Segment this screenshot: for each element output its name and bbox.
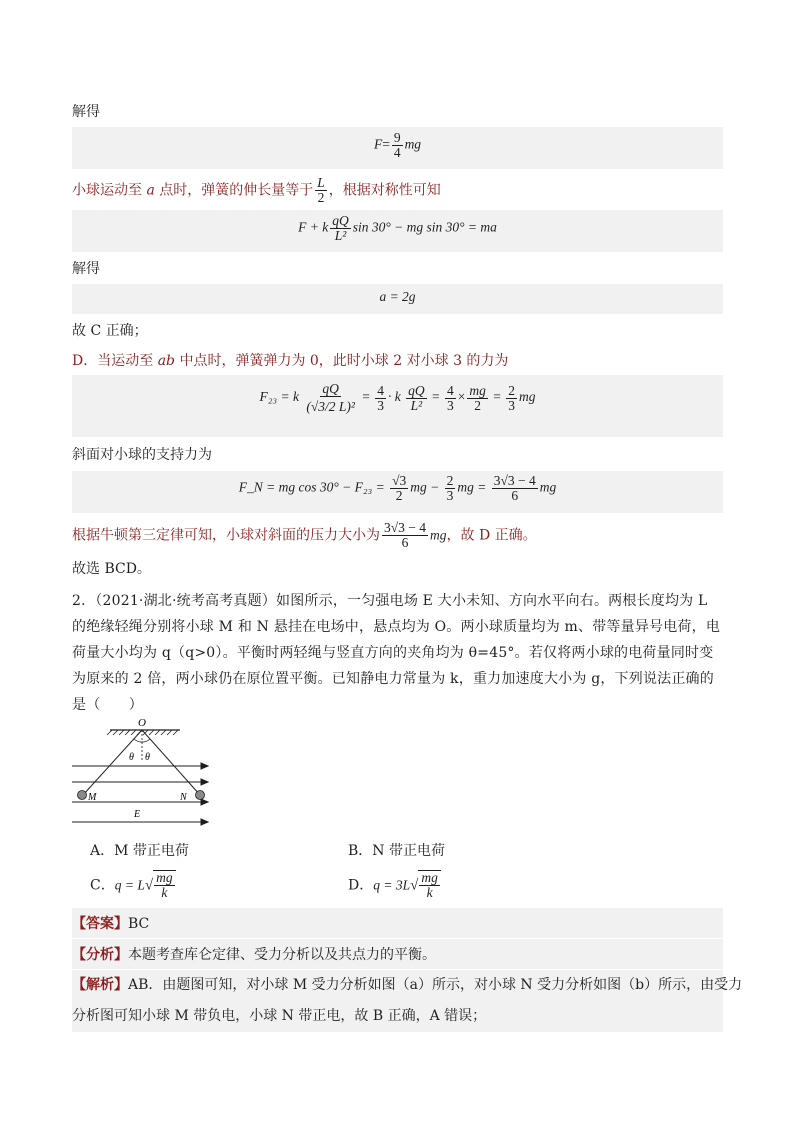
eq4-c1num: 4 xyxy=(377,382,385,398)
eq4-num3: mg xyxy=(469,382,486,398)
eq1-rhs: mg xyxy=(404,136,422,152)
eq4-c2den: 3 xyxy=(447,397,454,413)
option-D-rad-num: mg xyxy=(421,870,438,885)
line5-pre: D．当运动至 xyxy=(72,353,158,369)
theta-right: θ xyxy=(145,752,150,763)
eq5-n1: √3 xyxy=(392,473,407,488)
option-C-q: q = L xyxy=(114,877,145,893)
equation-2 xyxy=(72,214,723,243)
eq2-den: L² xyxy=(334,228,347,243)
eq1-lhs: F xyxy=(373,136,383,152)
equation-3: a = 2g xyxy=(379,289,416,304)
solution-text-1: AB．由题图可知，对小球 M 受力分析如图（a）所示，对小球 N 受力分析如图（b）所示，由受力 xyxy=(128,977,743,993)
line7-mg: mg xyxy=(430,527,447,543)
eq5-m3: mg xyxy=(539,479,557,495)
physics-diagram xyxy=(72,716,212,828)
line7-post: ，故 D 正确。 xyxy=(446,527,537,544)
label-M: M xyxy=(88,792,97,803)
line7-den: 6 xyxy=(401,535,409,550)
label-O: O xyxy=(138,717,146,729)
eq4-den3: 2 xyxy=(474,397,482,413)
option-A[interactable]: A．M 带正电荷 xyxy=(90,843,189,859)
eq4-mid2: = xyxy=(432,389,440,405)
string-N xyxy=(142,730,200,795)
option-C-rad-den: k xyxy=(161,885,168,900)
eq5-d2: 3 xyxy=(446,488,454,503)
eq5-d3: 6 xyxy=(511,488,519,503)
eq1-num: 9 xyxy=(393,130,401,145)
answer-tag: 【答案】 xyxy=(72,916,128,932)
eq4-mid1: = xyxy=(362,389,370,405)
analysis-line xyxy=(72,945,436,965)
eq4-den2: L² xyxy=(410,397,423,413)
solution-tag: 【解析】 xyxy=(72,977,128,993)
label-N: N xyxy=(180,792,187,803)
eq1-eq: = xyxy=(382,136,390,152)
text-jiede-1: 解得 xyxy=(72,104,100,120)
line2-num: L xyxy=(317,175,325,190)
label-E: E xyxy=(134,809,141,820)
option-C-rad-num: mg xyxy=(156,870,173,885)
question-2-text: 2．（2021·湖北·统考高考真题）如图所示，一匀强电场 E 大小未知、方向水平向右。两根长度均为 L 的绝缘轻绳分别将小球 M 和 N 悬挂在电场中，悬点均为 O。两小球质量均为 m、带等量异号电荷，电荷量大小均为 q（q>0）。平衡时两轻绳与竖直方向的夹角均为 θ=45°。若仅将两小球的电荷量同时变为原来的 2 倍，两小球仍在原位置平衡。已知静电力常量为 k，重力加速度大小为 g，下列说法正确的是（ ） xyxy=(72,593,721,713)
eq2-a: F + k xyxy=(298,219,329,235)
solution-line-2: 分析图可知小球 M 带负电，小球 N 带正电，故 B 正确，A 错误； xyxy=(72,1008,487,1024)
solution-line-1 xyxy=(72,975,742,995)
text-line-6: 斜面对小球的支持力为 xyxy=(72,447,212,463)
option-B[interactable]: B．N 带正电荷 xyxy=(348,843,445,859)
theta-left: θ xyxy=(129,752,134,763)
option-D-q: q = 3L xyxy=(373,877,411,893)
option-C-label: C． xyxy=(90,877,115,894)
eq5-m1: mg − xyxy=(410,479,440,495)
analysis-text: 本题考查库仑定律、受力分析以及共点力的平衡。 xyxy=(128,947,436,963)
line2-post: ，根据对称性可知 xyxy=(328,182,441,199)
eq4-c1den: 3 xyxy=(377,397,385,413)
equation-1 xyxy=(72,131,723,160)
line2-pre: 小球运动至 xyxy=(72,182,147,199)
ball-N xyxy=(196,791,205,800)
eq1-den: 4 xyxy=(393,145,401,160)
answer-line xyxy=(72,914,149,934)
eq4-times: × xyxy=(457,389,466,405)
answer-box xyxy=(72,908,723,938)
text-line-4: 故 C 正确； xyxy=(72,323,148,339)
eq4-mid3: = xyxy=(493,389,501,405)
line7-pre: 根据牛顿第三定律可知，小球对斜面的压力大小为 xyxy=(72,527,380,544)
eq4-num1: qQ xyxy=(322,381,339,396)
option-D[interactable]: D．q = 3L√ $\frac{mg}{k}$ xyxy=(348,870,441,900)
eq4-k: · k xyxy=(388,389,401,405)
line7-num: 3√3 − 4 xyxy=(384,520,427,535)
eq4-den1: (√3/2 L)² xyxy=(306,399,355,414)
eq5-n3: 3√3 − 4 xyxy=(493,473,536,488)
line2-mid: 点时，弹簧的伸长量等于 xyxy=(154,182,314,199)
eq4-lhs: F₂₃ = k xyxy=(259,389,299,405)
ball-M xyxy=(78,791,87,800)
eq5-n2: 2 xyxy=(446,473,454,488)
line2-den: 2 xyxy=(317,190,325,205)
equation-4 xyxy=(72,382,723,414)
text-line-8: 故选 BCD。 xyxy=(72,561,151,577)
line5-ab: ab xyxy=(157,353,175,369)
eq5-lhs: F_N = mg cos 30° − F₂₃ = xyxy=(238,479,385,495)
text-line-7 xyxy=(72,521,537,550)
line2-a: a xyxy=(146,182,155,199)
eq5-m2: mg = xyxy=(457,479,487,495)
option-D-rad-den: k xyxy=(426,885,433,900)
text-jiede-2: 解得 xyxy=(72,261,100,277)
equation-5 xyxy=(72,474,723,503)
eq2-num: qQ xyxy=(332,213,349,228)
eq4-c3den: 3 xyxy=(508,397,516,413)
line5-post: 中点时，弹簧弹力为 0，此时小球 2 对小球 3 的力为 xyxy=(175,353,509,369)
eq4-num2: qQ xyxy=(408,382,425,398)
option-D-label: D． xyxy=(348,877,374,894)
eq4-end: mg xyxy=(519,389,536,405)
eq2-b: sin 30° − mg sin 30° = ma xyxy=(352,219,497,235)
eq5-d1: 2 xyxy=(395,488,403,503)
eq4-c3num: 2 xyxy=(508,382,516,398)
option-C[interactable]: C．q = L√ $\frac{mg}{k}$ xyxy=(90,870,176,900)
answer-text: BC xyxy=(128,916,150,932)
text-line-2 xyxy=(72,176,441,205)
analysis-tag: 【分析】 xyxy=(72,947,128,963)
eq4-c2num: 4 xyxy=(447,382,454,398)
